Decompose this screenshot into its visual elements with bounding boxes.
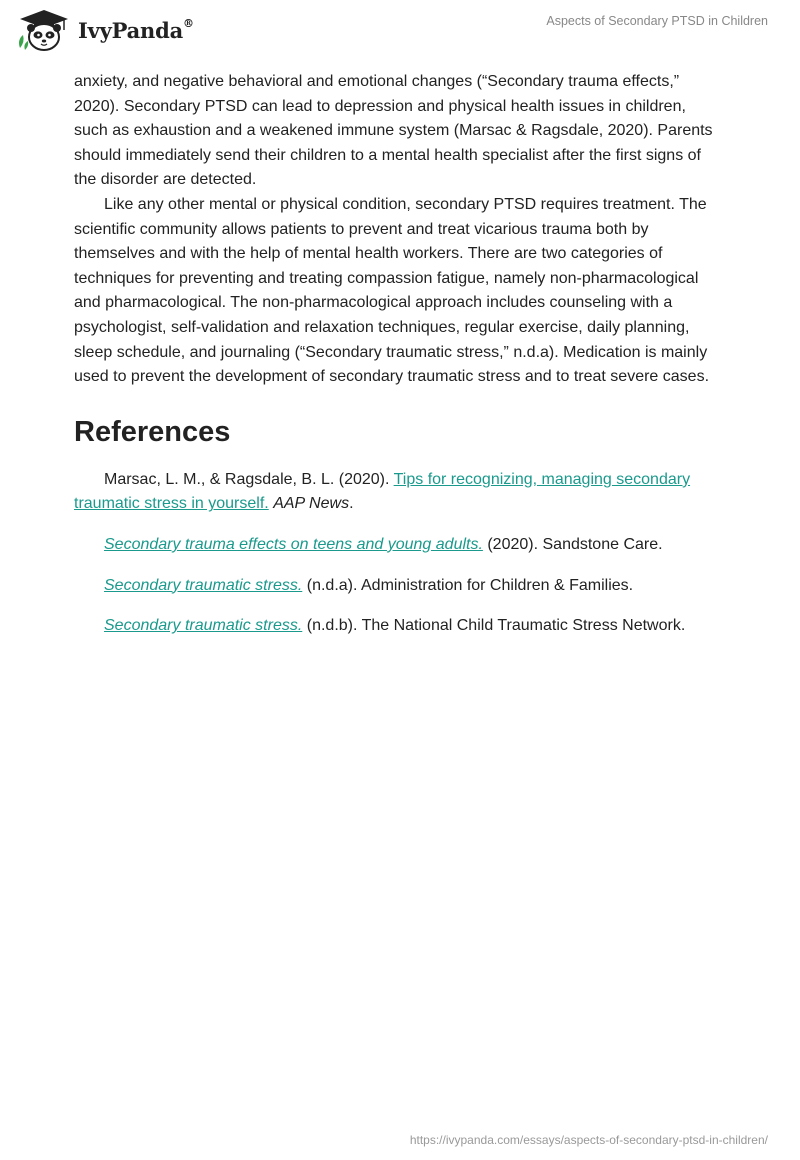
reference-suffix: (n.d.b). The National Child Traumatic Stress Network. [302,617,686,635]
reference-authors: Marsac, L. M., & Ragsdale, B. L. (2020). [104,470,394,488]
ivypanda-logo[interactable] [14,8,194,52]
reference-link[interactable]: Secondary traumatic stress. [104,617,303,635]
registered-mark: ® [183,16,194,30]
reference-suffix: (n.d.a). Administration for Children & Families. [302,576,634,594]
brand-name: IvyPanda® [78,16,194,43]
page-url-footer: https://ivypanda.com/essays/aspects-of-secondary-ptsd-in-children/ [409,1133,768,1147]
document-title: Aspects of Secondary PTSD in Children [546,14,768,28]
reference-item [74,574,724,599]
reference-item [74,468,724,517]
references-heading: References [74,415,231,448]
reference-link[interactable]: Secondary traumatic stress. [104,576,303,594]
page-header [0,0,800,70]
reference-suffix: (2020). Sandstone Care. [482,535,663,553]
reference-item [74,533,724,558]
document-body [74,70,724,639]
body-paragraph-2: Like any other mental or physical condition, secondary PTSD requires treatment. The scientific community allows patients to prevent and treat vicarious trauma both by themselves and with the help of mental health workers. There are two categories of techniques for preventing and treating compassion fatigue, namely non-pharmacological and pharmacological. The non-pharmacological approach includes counseling with a psychologist, self-validation and relaxation techniques, regular exercise, daily planning, sleep schedule, and journaling (“Secondary traumatic stress,” n.d.a). Medication is mainly used to prevent the development of secondary traumatic stress and to treat severe cases. [74,195,710,386]
reference-item [74,614,724,639]
reference-suffix: . [349,495,354,513]
panda-logo-icon [14,8,74,52]
reference-journal: AAP News [273,495,350,513]
reference-link[interactable]: Tips for recognizing, managing secondary traumatic stress in yourself. [74,470,691,513]
body-paragraph-1: anxiety, and negative behavioral and emotional changes (“Secondary trauma effects,” 2020). Secondary PTSD can lead to depression and physical health issues in children, such as exhaustion and a weakened immune system (Marsac & Ragsdale, 2020). Parents should immediately send their children to a mental health specialist after the first signs of the disorder are detected. [74,73,713,189]
reference-link[interactable]: Secondary trauma effects on teens and young adults. [104,535,483,553]
